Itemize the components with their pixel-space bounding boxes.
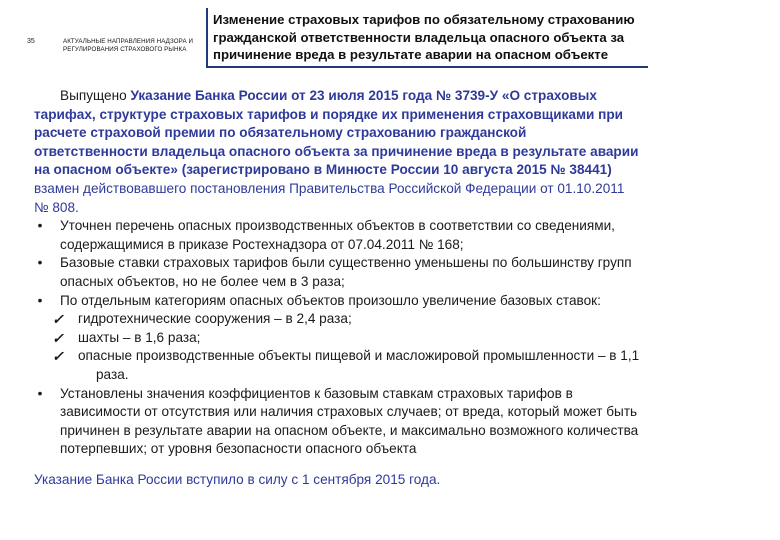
replacement-note: № 808. <box>34 199 79 215</box>
bullet-marker: • <box>37 218 43 234</box>
decree-title: расчете страховой премии по обязательному страхованию гражданской <box>34 125 527 141</box>
check-text: опасные производственные объекты пищевой и масложировой промышленности – в 1,1 <box>78 348 640 364</box>
bullet-text: Базовые ставки страховых тарифов были существенно уменьшены по большинству групп <box>60 255 632 271</box>
title-line: гражданской ответственности владельца опасного объекта за <box>213 29 625 45</box>
bullet-item <box>34 385 740 459</box>
bullet-text: потерпевших; от уровня безопасности опасного объекта <box>60 441 417 457</box>
header-horizontal-rule <box>206 66 648 68</box>
bullet-marker: • <box>37 255 43 271</box>
effective-date-note: Указание Банка России вступило в силу с 1 сентября 2015 года. <box>34 471 441 487</box>
title-line: Изменение страховых тарифов по обязательному страхованию <box>213 12 635 27</box>
checkmark-icon: ✓ <box>52 311 64 328</box>
checkmark-icon: ✓ <box>52 329 64 346</box>
slide-content <box>34 87 740 489</box>
slide-number: 35 <box>27 38 35 45</box>
bullet-text: По отдельным категориям опасных объектов произошло увеличение базовых ставок: <box>60 292 601 308</box>
check-text: гидротехнические сооружения – в 2,4 раза; <box>78 311 352 327</box>
check-item <box>34 347 740 384</box>
replacement-note: взамен действовавшего постановления Правительства Российской Федерации от 01.10.2011 <box>34 180 625 196</box>
decree-title: на опасном объекте» (зарегистрировано в Минюсте России 10 августа 2015 № 38441) <box>34 162 612 178</box>
bullet-text: Уточнен перечень опасных производственных объектов в соответствии со сведениями, <box>60 218 615 234</box>
bullet-text: Установлены значения коэффициентов к базовым ставкам страховых тарифов в <box>60 385 573 401</box>
decree-title: Указание Банка России от 23 июля 2015 года № 3739-У «О страховых <box>130 88 597 103</box>
decree-title: тарифах, структуре страховых тарифов и порядке их применения страховщиками при <box>34 106 624 122</box>
intro-lead: Выпущено <box>60 88 131 103</box>
check-text: раза. <box>96 366 129 382</box>
checkmark-icon: ✓ <box>52 348 64 365</box>
bullet-item <box>34 254 740 291</box>
bullet-text: причинен в результате аварии на опасном объекте, и максимально возможного количества <box>60 422 639 438</box>
department-line: РЕГУЛИРОВАНИЯ СТРАХОВОГО РЫНКА <box>63 46 187 53</box>
bullet-item <box>34 292 740 311</box>
bullet-marker: • <box>37 385 43 401</box>
bullet-text: содержащимися в приказе Ростехнадзора от 07.04.2011 № 168; <box>60 236 464 252</box>
decree-title: ответственности владельца опасного объекта за причинение вреда в результате аварии <box>34 143 639 159</box>
spacer <box>34 459 740 471</box>
department-label <box>63 38 193 54</box>
check-item <box>34 329 740 348</box>
bullet-text: зависимости от отсутствия или наличия страховых случаев; от вреда, который может быть <box>60 404 638 420</box>
department-line: АКТУАЛЬНЫЕ НАПРАВЛЕНИЯ НАДЗОРА И <box>63 38 194 45</box>
title-line: причинение вреда в результате аварии на опасном объекте <box>213 47 609 62</box>
intro-paragraph <box>34 87 740 217</box>
check-text: шахты – в 1,6 раза; <box>78 329 201 345</box>
bullet-marker: • <box>37 292 43 308</box>
header-vertical-rule <box>206 8 208 66</box>
check-item <box>34 310 740 329</box>
bullet-text: опасных объектов, но не более чем в 3 раза; <box>60 273 345 289</box>
bullet-item <box>34 217 740 254</box>
page-title <box>213 11 683 64</box>
